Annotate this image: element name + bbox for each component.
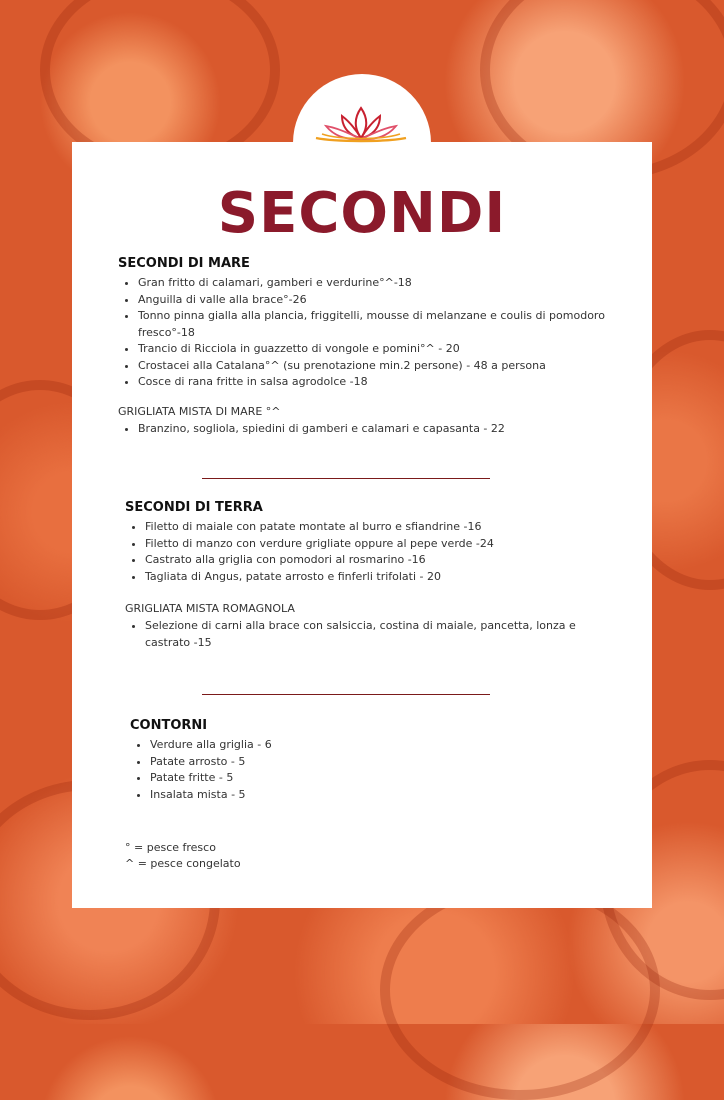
list-item: • Tagliata di Angus, patate arrosto e finferli trifolati - 20 <box>145 569 605 586</box>
legend <box>125 840 241 872</box>
grill-terra-list <box>125 618 595 651</box>
list-item: • Selezione di carni alla brace con salsiccia, costina di maiale, pancetta, lonza e castrato -15 <box>145 618 595 651</box>
list-item: • Castrato alla griglia con pomodori al rosmarino -16 <box>145 552 605 569</box>
section-grigliata-romagnola <box>125 602 595 651</box>
legend-frozen: ^ = pesce congelato <box>125 857 241 870</box>
sub-heading: GRIGLIATA MISTA DI MARE °^ <box>118 405 281 418</box>
section-contorni <box>130 718 530 803</box>
list-item: • Insalata mista - 5 <box>150 787 530 804</box>
list-item: • Verdure alla griglia - 6 <box>150 737 530 754</box>
sub-heading: GRIGLIATA MISTA ROMAGNOLA <box>125 602 295 615</box>
terra-list <box>125 519 605 585</box>
contorni-list <box>130 737 530 803</box>
legend-fresh: ° = pesce fresco <box>125 841 216 854</box>
section-heading: SECONDI DI MARE <box>118 256 250 271</box>
mare-list <box>118 275 608 391</box>
section-secondi-terra <box>125 500 605 585</box>
list-item: • Trancio di Ricciola in guazzetto di vongole e pomini°^ - 20 <box>138 341 608 358</box>
section-divider <box>202 694 490 695</box>
list-item: • Patate arrosto - 5 <box>150 754 530 771</box>
page-title: SECONDI <box>217 181 507 246</box>
section-heading: SECONDI DI TERRA <box>125 500 263 515</box>
list-item: • Branzino, sogliola, spiedini di gamberi e calamari e capasanta - 22 <box>138 421 608 438</box>
list-item: • Anguilla di valle alla brace°-26 <box>138 292 608 309</box>
list-item: • Cosce di rana fritte in salsa agrodolce -18 <box>138 374 608 391</box>
list-item: • Tonno pinna gialla alla plancia, friggitelli, mousse di melanzane e coulis di pomodoro fresco°-18 <box>138 308 608 341</box>
section-divider <box>202 478 490 479</box>
section-secondi-mare <box>118 256 608 391</box>
lotus-logo-icon <box>312 104 410 144</box>
list-item: • Patate fritte - 5 <box>150 770 530 787</box>
list-item: • Crostacei alla Catalana°^ (su prenotazione min.2 persone) - 48 a persona <box>138 358 608 375</box>
list-item: • Filetto di maiale con patate montate al burro e sfiandrine -16 <box>145 519 605 536</box>
section-grigliata-mare <box>118 405 608 438</box>
section-heading: CONTORNI <box>130 718 208 733</box>
list-item: • Filetto di manzo con verdure grigliate oppure al pepe verde -24 <box>145 536 605 553</box>
list-item: • Gran fritto di calamari, gamberi e verdurine°^-18 <box>138 275 608 292</box>
grill-mare-list <box>118 421 608 438</box>
